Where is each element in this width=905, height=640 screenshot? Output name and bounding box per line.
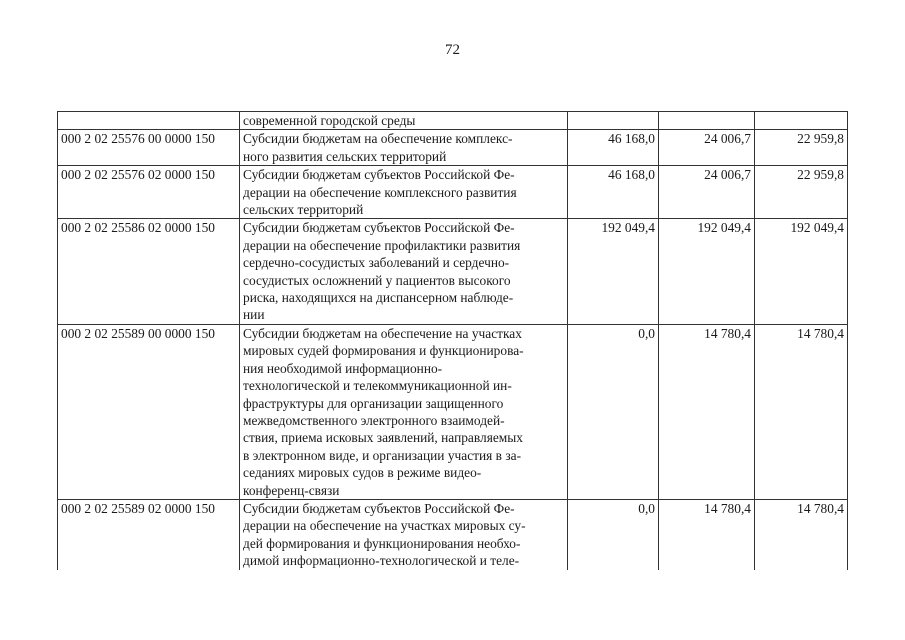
amount-cell-1: 0,0 [568,499,659,569]
description-line: Субсидии бюджетам субъектов Российской Фе- [243,167,515,183]
description-cell [240,166,568,219]
description-line: фраструктуры для организации защищенного [243,395,504,411]
table-row [58,166,848,219]
budget-code-cell: 000 2 02 25576 02 0000 150 [58,166,240,219]
amount-cell-3: 192 049,4 [755,219,848,324]
budget-code-cell: 000 2 02 25589 02 0000 150 [58,499,240,569]
description-line: ного развития сельских территорий [243,148,447,164]
amount-cell-3: 14 780,4 [755,324,848,499]
amount-cell-3: 22 959,8 [755,130,848,166]
description-line: седаниях мировых судов в режиме видео- [243,465,482,481]
description-line: сосудистых осложнений у пациентов высокого [243,272,511,288]
description-line: нии [243,307,265,323]
description-cell [240,219,568,324]
amount-cell-1 [568,112,659,130]
description-line: Субсидии бюджетам на обеспечение на участках [243,325,522,341]
amount-cell-3 [755,112,848,130]
description-line: дерации на обеспечение комплексного развития [243,184,517,200]
budget-code-cell: 000 2 02 25589 00 0000 150 [58,324,240,499]
description-line: Субсидии бюджетам субъектов Российской Фе- [243,500,515,516]
amount-cell-2: 24 006,7 [659,166,755,219]
amount-cell-1: 0,0 [568,324,659,499]
description-line: риска, находящихся на диспансерном наблюде- [243,290,514,306]
budget-table [57,111,848,570]
description-line: технологической и телекоммуникационной ин- [243,378,512,394]
page-number: 72 [445,42,460,58]
description-line: дерации на обеспечение профилактики развития [243,237,521,253]
amount-cell-2: 14 780,4 [659,324,755,499]
table-row [58,324,848,499]
description-line: ствия, приема исковых заявлений, направляемых [243,430,523,446]
table-row [58,112,848,130]
amount-cell-3: 22 959,8 [755,166,848,219]
budget-code-cell: 000 2 02 25586 02 0000 150 [58,219,240,324]
table-row [58,130,848,166]
description-cell [240,324,568,499]
table-row [58,219,848,324]
description-line: межведомственного электронного взаимодей- [243,412,505,428]
description-line: дей формирования и функционирования необхо- [243,535,521,551]
amount-cell-2: 24 006,7 [659,130,755,166]
budget-code-cell: 000 2 02 25576 00 0000 150 [58,130,240,166]
description-line: димой информационно-технологической и теле- [243,553,520,569]
description-cell [240,130,568,166]
description-line: современной городской среды [243,113,416,128]
amount-cell-2: 14 780,4 [659,499,755,569]
amount-cell-2 [659,112,755,130]
budget-table-body [58,112,848,570]
description-line: сердечно-сосудистых заболеваний и сердечно- [243,255,510,271]
budget-code-cell [58,112,240,130]
table-row [58,499,848,569]
description-line: конференц-связи [243,482,340,498]
description-line: Субсидии бюджетам субъектов Российской Фе- [243,220,515,236]
description-line: дерации на обеспечение на участках мировых су- [243,518,526,534]
description-line: мировых судей формирования и функционирова- [243,343,524,359]
description-cell [240,112,568,130]
amount-cell-1: 46 168,0 [568,130,659,166]
description-line: Субсидии бюджетам на обеспечение комплекс- [243,131,513,147]
amount-cell-1: 46 168,0 [568,166,659,219]
description-line: ния необходимой информационно- [243,360,443,376]
description-line: сельских территорий [243,202,364,218]
amount-cell-3: 14 780,4 [755,499,848,569]
amount-cell-2: 192 049,4 [659,219,755,324]
description-cell [240,499,568,569]
description-line: в электронном виде, и организации участия в за- [243,447,522,463]
amount-cell-1: 192 049,4 [568,219,659,324]
